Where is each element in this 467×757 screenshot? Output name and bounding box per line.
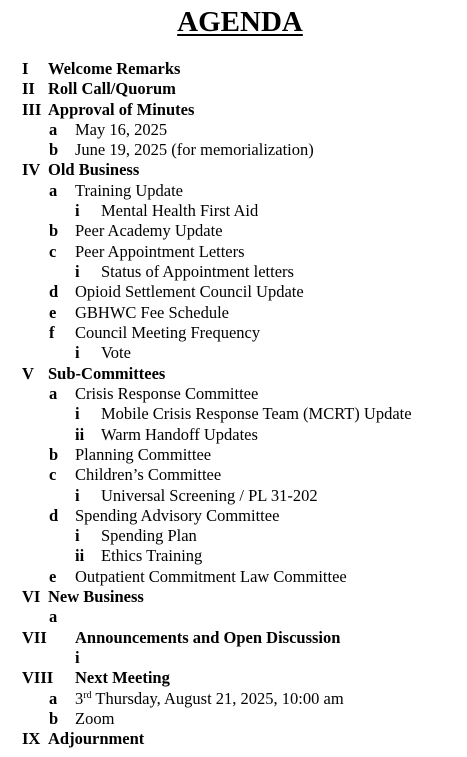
item-number: III [22, 100, 42, 119]
item-letter: b [49, 140, 59, 159]
item-letter: a [49, 607, 58, 626]
item-number: IX [22, 729, 41, 748]
item-letter: b [49, 221, 59, 240]
item-roman: i [75, 343, 80, 362]
item-text: GBHWC Fee Schedule [75, 303, 229, 322]
item-letter: c [49, 465, 57, 484]
item-text: Peer Appointment Letters [75, 242, 245, 261]
item-letter: b [49, 709, 59, 728]
item-text: Mobile Crisis Response Team (MCRT) Update [101, 404, 412, 423]
meeting-date-text: Thursday, August 21, 2025, 10:00 am [91, 689, 344, 708]
item-text: June 19, 2025 (for memorialization) [75, 140, 314, 159]
item-text: Welcome Remarks [48, 59, 181, 78]
item-text: Warm Handoff Updates [101, 425, 258, 444]
item-text: Next Meeting [75, 668, 170, 687]
item-letter: e [49, 303, 57, 322]
item-text: Mental Health First Aid [101, 201, 259, 220]
item-text: New Business [48, 587, 144, 606]
item-roman: ii [75, 425, 85, 444]
item-roman: ii [75, 546, 85, 565]
item-letter: c [49, 242, 57, 261]
item-text: Children’s Committee [75, 465, 222, 484]
item-text: Training Update [75, 181, 184, 200]
item-letter: a [49, 120, 58, 139]
item-letter: a [49, 181, 58, 200]
item-text: Vote [101, 343, 131, 362]
item-roman: i [75, 526, 80, 545]
ordinal-number: 3 [75, 689, 84, 708]
item-text: Announcements and Open Discussion [75, 628, 341, 647]
item-text: May 16, 2025 [75, 120, 168, 139]
item-number: VIII [22, 668, 54, 687]
item-text: Adjournment [48, 729, 145, 748]
item-roman: i [75, 486, 80, 505]
item-text: Crisis Response Committee [75, 384, 259, 403]
ordinal-suffix: rd [83, 690, 92, 701]
item-text [75, 689, 344, 709]
item-letter: a [49, 384, 58, 403]
item-letter: a [49, 689, 58, 708]
item-letter: d [49, 506, 59, 525]
item-text: Roll Call/Quorum [48, 79, 176, 98]
item-text: Old Business [48, 160, 140, 179]
item-letter: e [49, 567, 57, 586]
item-text: Status of Appointment letters [101, 262, 294, 281]
item-text: Sub-Committees [48, 364, 166, 383]
item-roman: i [75, 404, 80, 423]
item-text: Peer Academy Update [75, 221, 223, 240]
item-text: Ethics Training [101, 546, 203, 565]
item-number: II [22, 79, 35, 98]
item-text: Planning Committee [75, 445, 212, 464]
item-number: I [22, 59, 29, 78]
item-text: Spending Advisory Committee [75, 506, 280, 525]
item-text: Outpatient Commitment Law Committee [75, 567, 347, 586]
item-text: Spending Plan [101, 526, 197, 545]
item-letter: d [49, 282, 59, 301]
item-letter: b [49, 445, 59, 464]
item-number: IV [22, 160, 41, 179]
item-roman: i [75, 262, 80, 281]
item-roman: i [75, 201, 80, 220]
item-text: Opioid Settlement Council Update [75, 282, 304, 301]
page-title: AGENDA [177, 6, 303, 38]
item-text: Zoom [75, 709, 115, 728]
item-number: V [22, 364, 34, 383]
item-text: Approval of Minutes [48, 100, 195, 119]
item-text: Universal Screening / PL 31-202 [101, 486, 318, 505]
item-text: Council Meeting Frequency [75, 323, 261, 342]
item-roman: i [75, 648, 80, 667]
item-number: VII [22, 628, 47, 647]
item-letter: f [49, 323, 55, 342]
item-number: VI [22, 587, 41, 606]
